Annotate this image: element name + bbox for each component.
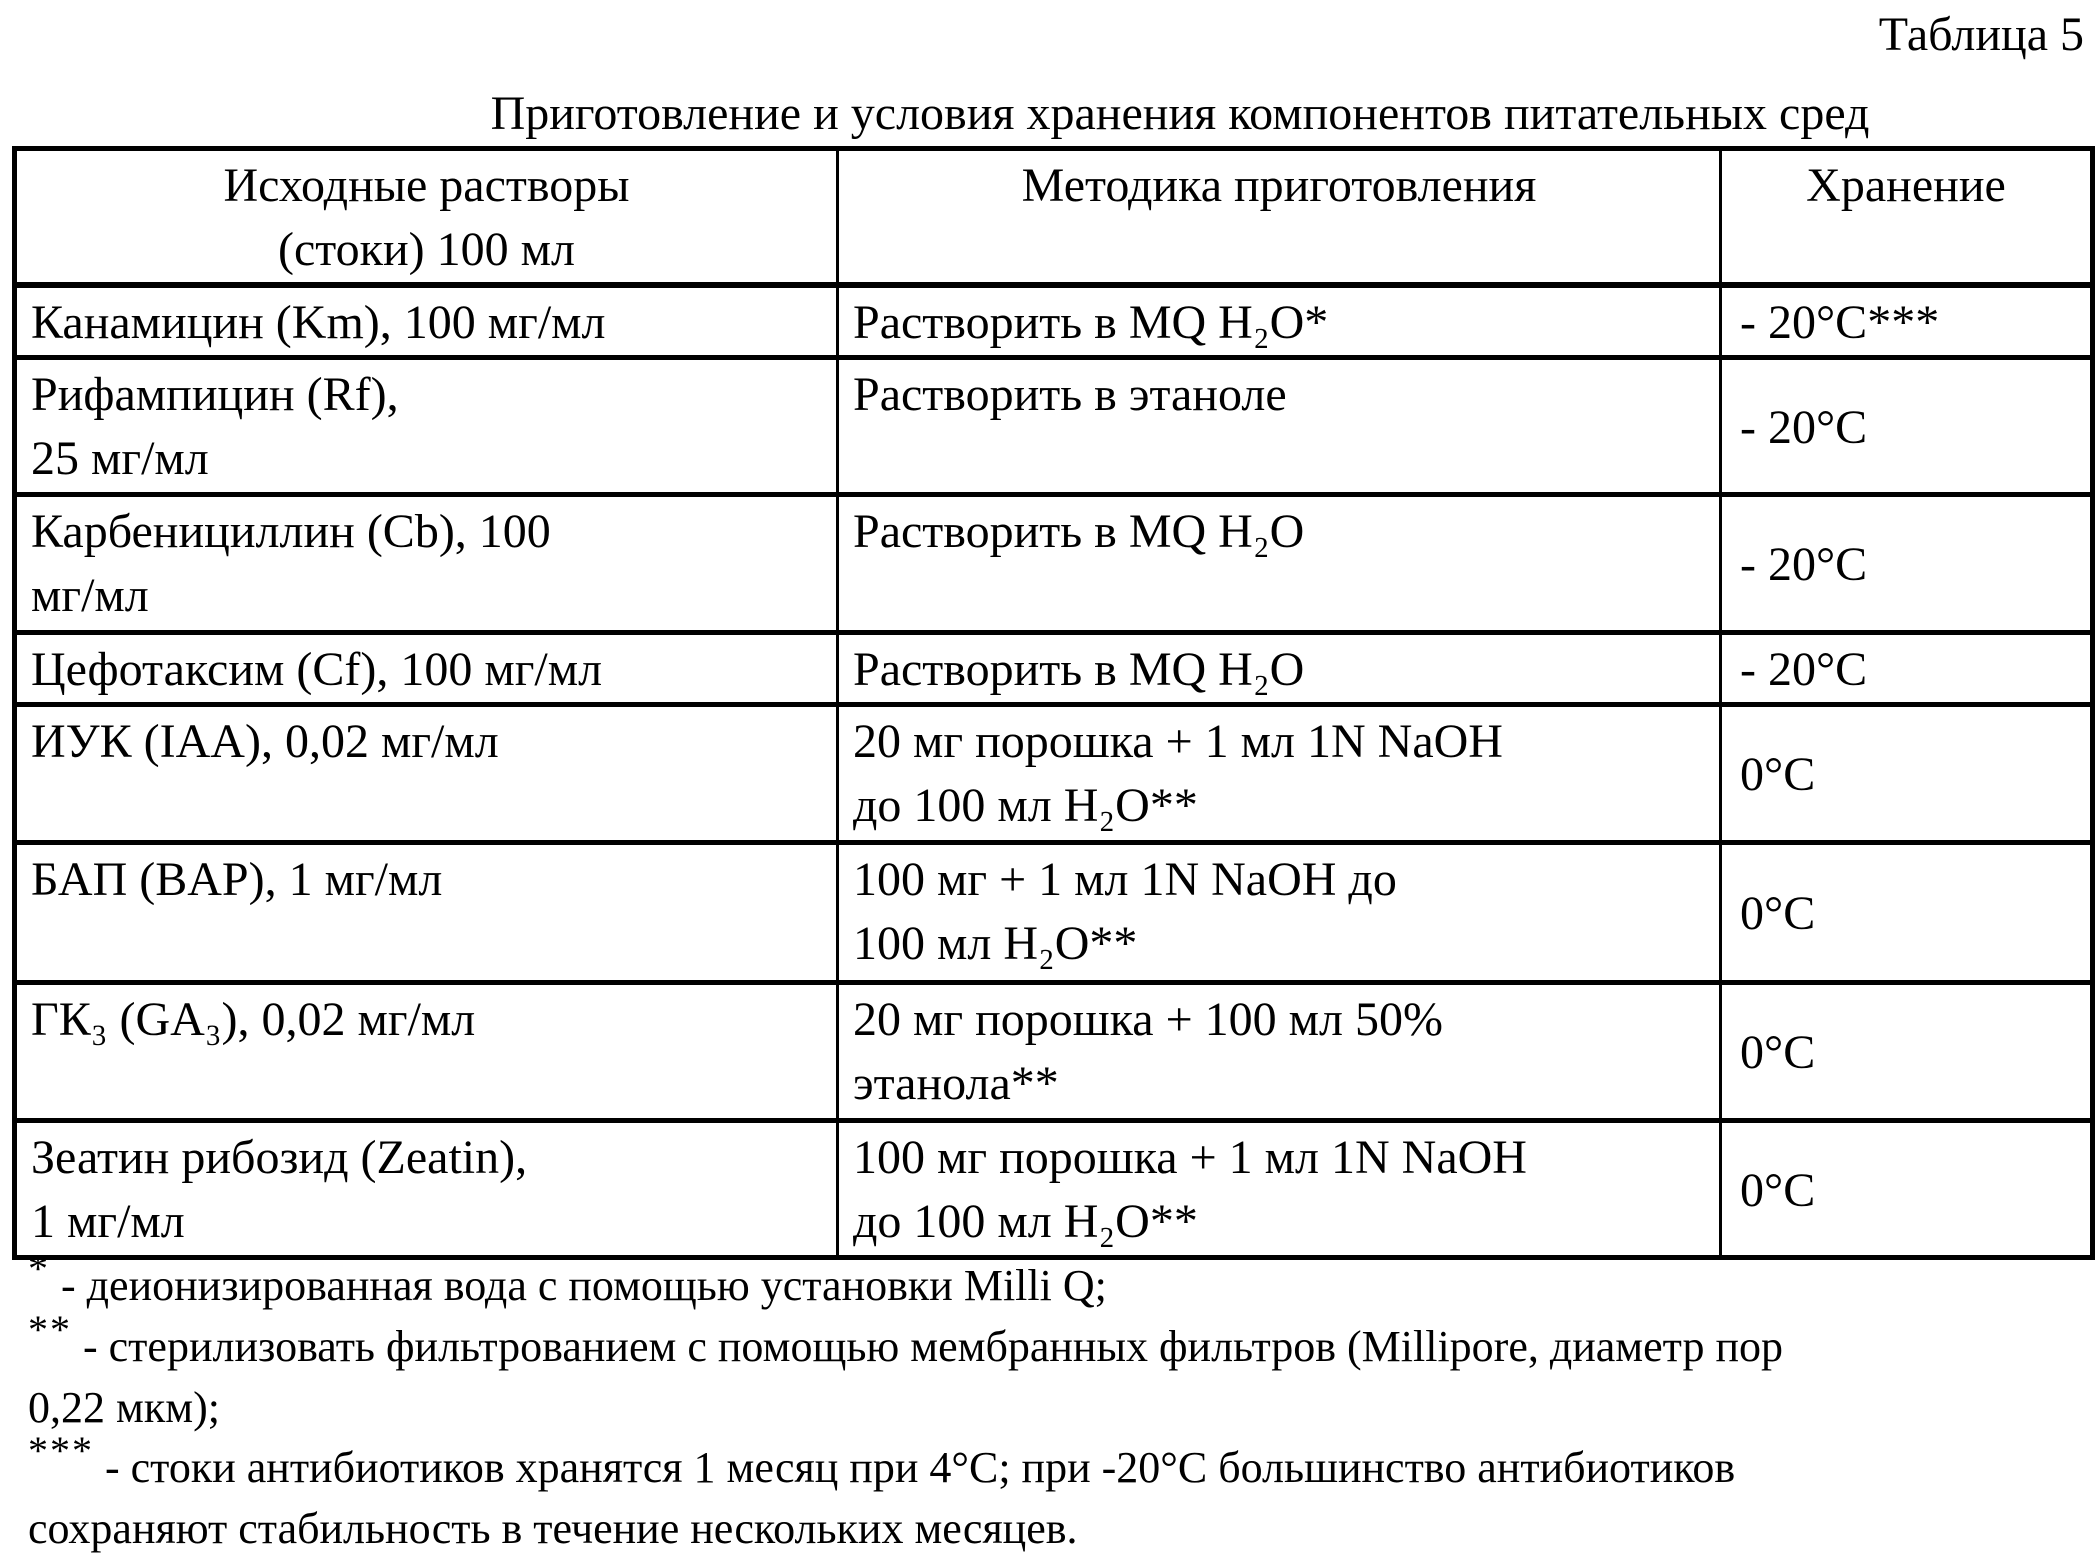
method-cell: 20 мг порошка + 100 мл 50% этанола** — [838, 983, 1721, 1121]
table-row-cefotaxime — [15, 633, 2093, 705]
storage-cell: 0°C — [1721, 843, 2093, 983]
solution-cell: ГК₃ (GA₃), 0,02 мг/мл — [15, 983, 838, 1121]
solution-cell: БАП (BAP), 1 мг/мл — [15, 843, 838, 983]
solution-cell: Карбенициллин (Cb), 100 мг/мл — [15, 495, 838, 633]
column-header-stock-solutions: Исходные растворы (стоки) 100 мл — [15, 149, 838, 286]
storage-cell: 0°C — [1721, 705, 2093, 843]
table-row-kanamycin — [15, 285, 2093, 358]
storage-cell: - 20°C — [1721, 633, 2093, 705]
solution-cell: Рифампицин (Rf), 25 мг/мл — [15, 358, 838, 495]
table-row-carbenicillin — [15, 495, 2093, 633]
method-cell: Растворить в MQ H₂O* — [838, 285, 1721, 358]
table-row-iaa — [15, 705, 2093, 843]
solution-cell: Зеатин рибозид (Zeatin), 1 мг/мл — [15, 1121, 838, 1258]
media-components-table — [12, 146, 2095, 1260]
footnote-text: - стоки антибиотиков хранятся 1 месяц при 4°C; при -20°C большинство антибиотиков сохраняют стабильность в течение нескольких месяцев. — [28, 1443, 1736, 1553]
table-row-zeatin — [15, 1121, 2093, 1258]
page-title: Приготовление и условия хранения компонентов питательных сред — [490, 87, 1870, 140]
method-cell: 100 мг порошка + 1 мл 1N NaOH до 100 мл H₂O** — [838, 1121, 1721, 1258]
footnote-milliq — [28, 1246, 2086, 1317]
method-cell: Растворить в этаноле — [838, 358, 1721, 495]
column-header-storage: Хранение — [1721, 149, 2093, 286]
footnote-text: - стерилизовать фильтрованием с помощью мембранных фильтров (Millipore, диаметр пор 0,22 мкм); — [28, 1322, 1783, 1432]
solution-cell: Канамицин (Km), 100 мг/мл — [15, 285, 838, 358]
method-cell: Растворить в MQ H₂O — [838, 495, 1721, 633]
table-row-ga3 — [15, 983, 2093, 1121]
storage-cell: - 20°C — [1721, 495, 2093, 633]
solution-cell: Цефотаксим (Cf), 100 мг/мл — [15, 633, 838, 705]
footnote-marker: ** — [28, 1307, 72, 1352]
storage-cell: 0°C — [1721, 1121, 2093, 1258]
header-row — [15, 149, 2093, 286]
table-row-rifampicin — [15, 358, 2093, 495]
table-row-bap — [15, 843, 2093, 983]
footnote-marker: * — [28, 1246, 50, 1291]
method-cell: 100 мг + 1 мл 1N NaOH до 100 мл H₂O** — [838, 843, 1721, 983]
table-number-label: Таблица 5 — [1878, 8, 2084, 61]
storage-cell: 0°C — [1721, 983, 2093, 1121]
footnote-text: - деионизированная вода с помощью установки Milli Q; — [50, 1261, 1107, 1310]
method-cell: 20 мг порошка + 1 мл 1N NaOH до 100 мл H₂O** — [838, 705, 1721, 843]
footnote-filter-sterilization — [28, 1307, 2086, 1438]
footnote-marker: *** — [28, 1428, 94, 1473]
method-cell: Растворить в MQ H₂O — [838, 633, 1721, 705]
column-header-preparation-method: Методика приготовления — [838, 149, 1721, 286]
footnote-antibiotic-stocks — [28, 1428, 2086, 1559]
storage-cell: - 20°C*** — [1721, 285, 2093, 358]
storage-cell: - 20°C — [1721, 358, 2093, 495]
solution-cell: ИУК (IAA), 0,02 мг/мл — [15, 705, 838, 843]
footnotes-section — [28, 1246, 2086, 1559]
